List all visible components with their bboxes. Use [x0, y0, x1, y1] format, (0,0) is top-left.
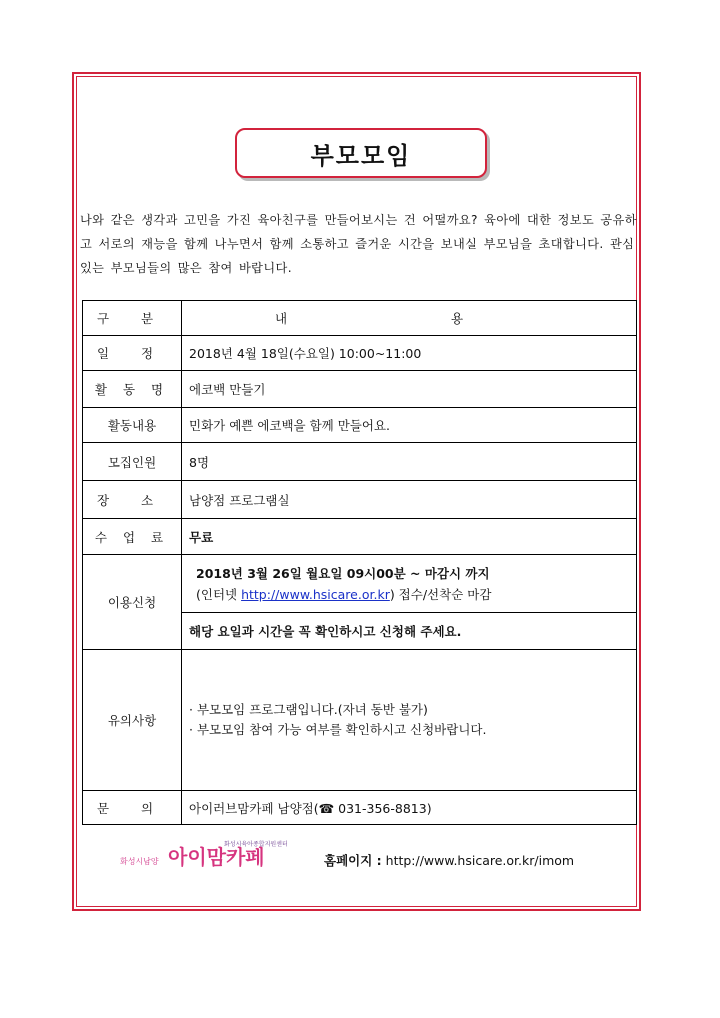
- apply-period: 2018년 3월 26일 월요일 09시00분 ~ 마감시 까지: [196, 565, 490, 581]
- table-row-contact: [83, 791, 637, 825]
- contact-value: 아이러브맘카페 남양점(☎ 031-356-8813): [182, 791, 637, 825]
- footer: [110, 841, 610, 875]
- date-label: 일 정: [96, 346, 168, 361]
- apply-label: 이용신청: [83, 555, 182, 650]
- header-value: 내 용: [274, 311, 544, 326]
- apply-note: 해당 요일과 시간을 꼭 확인하시고 신청해 주세요.: [182, 613, 637, 650]
- table-row-date: [83, 336, 637, 371]
- fee-label: 수 업 료: [94, 529, 170, 545]
- content-label: 활동내용: [83, 408, 182, 443]
- table-row-apply: [83, 555, 637, 613]
- table-row-activity: [83, 371, 637, 408]
- info-table: [82, 300, 637, 825]
- recruit-label: 모집인원: [83, 443, 182, 481]
- apply-website-link[interactable]: http://www.hsicare.or.kr: [241, 586, 390, 602]
- homepage-url[interactable]: http://www.hsicare.or.kr/imom: [385, 853, 575, 868]
- recruit-value: 8명: [182, 443, 637, 481]
- place-label: 장 소: [96, 492, 168, 508]
- logo-main-text: 아이맘카페: [168, 845, 265, 869]
- note-item: · 부모모임 참여 가능 여부를 확인하시고 신청바랍니다.: [189, 722, 487, 737]
- content-value: 민화가 예쁜 에코백을 함께 만들어요.: [182, 408, 637, 443]
- intro-paragraph: 나와 같은 생각과 고민을 가진 육아친구를 만들어보시는 건 어떨까요? 육아에 대한 정보도 공유하고 서로의 재능을 함께 나누면서 함께 소통하고 즐거운 시간을 보내실 부모님을 초대합니다. 관심 있는 부모님들의 많은 참여 바랍니다.: [80, 213, 637, 275]
- imom-cafe-logo: [120, 839, 330, 873]
- date-value: 2018년 4월 18일(수요일) 10:00~11:00: [182, 336, 637, 371]
- notes-label: 유의사항: [83, 650, 182, 791]
- apply-method: (인터넷 http://www.hsicare.or.kr) 접수/선착순 마감: [196, 586, 492, 602]
- fee-value: 무료: [182, 519, 637, 555]
- note-item: · 부모모임 프로그램입니다.(자녀 동반 불가): [189, 702, 428, 717]
- homepage-line: [324, 851, 574, 869]
- table-row-fee: [83, 519, 637, 555]
- page-title: 부모모임: [235, 128, 487, 178]
- table-row-notes: [83, 650, 637, 791]
- activity-value: 에코백 만들기: [182, 371, 637, 408]
- header-label: 구 분: [96, 311, 168, 326]
- table-row-content: [83, 408, 637, 443]
- homepage-label: 홈페이지 :: [324, 853, 382, 868]
- contact-label: 문 의: [96, 800, 168, 816]
- logo-small-text: 화성시남양: [120, 857, 159, 866]
- table-row-place: [83, 481, 637, 519]
- table-row-header: [83, 301, 637, 336]
- activity-label: 활 동 명: [94, 382, 170, 397]
- table-row-recruit: [83, 443, 637, 481]
- logo-sub-text: 화성시육아종합지원센터: [224, 841, 288, 848]
- place-value: 남양점 프로그램실: [182, 481, 637, 519]
